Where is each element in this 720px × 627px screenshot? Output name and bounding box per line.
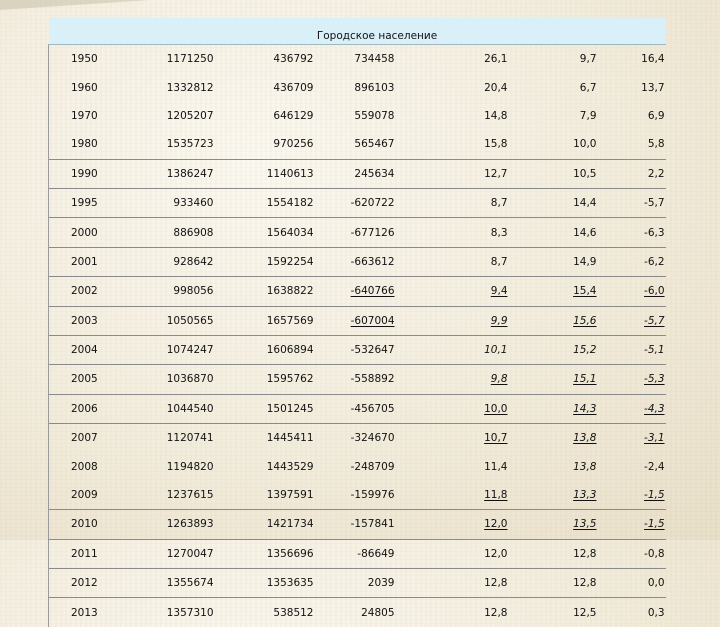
value-cell: 13,7	[641, 81, 665, 94]
value-cell: 8,3	[490, 226, 508, 239]
table-row	[49, 481, 666, 510]
value-cell: 1535723	[166, 138, 214, 151]
value-cell: 886908	[173, 226, 214, 239]
value-cell: -159976	[350, 489, 395, 502]
value-cell: 12,8	[573, 577, 597, 590]
value-cell: -1,5	[644, 518, 665, 531]
value-cell: -620722	[350, 197, 395, 210]
value-cell: -5,7	[644, 197, 665, 210]
table-row	[49, 598, 666, 627]
value-cell: -4,3	[644, 402, 665, 415]
value-cell: 13,3	[573, 489, 597, 502]
value-cell: 24805	[361, 606, 395, 619]
value-cell: 16,4	[641, 53, 665, 66]
value-cell: 14,6	[573, 226, 597, 239]
value-cell: 1194820	[166, 460, 214, 473]
table-row	[49, 45, 666, 74]
value-cell: 896103	[354, 81, 395, 94]
value-cell: 1657569	[266, 314, 314, 327]
year-cell: 1995	[49, 188, 135, 217]
year-cell: 2000	[49, 218, 135, 247]
value-cell: -2,4	[644, 460, 665, 473]
value-cell: 2039	[367, 577, 395, 590]
value-cell: 11,8	[484, 489, 508, 502]
value-cell: 436792	[273, 53, 314, 66]
value-cell: 7,9	[579, 109, 597, 122]
value-cell: 9,8	[490, 373, 508, 386]
year-cell: 2006	[49, 394, 135, 423]
header-title-text: Городское население	[316, 30, 438, 42]
value-cell: 1445411	[266, 432, 314, 445]
year-cell: 1960	[49, 73, 135, 101]
year-cell: 2001	[49, 247, 135, 276]
value-cell: -663612	[350, 255, 395, 268]
value-cell: 10,7	[484, 432, 508, 445]
table-row	[49, 247, 666, 276]
value-cell: 12,8	[573, 547, 597, 560]
year-cell: 2009	[49, 481, 135, 510]
value-cell: 1443529	[266, 460, 314, 473]
value-cell: 1356696	[266, 547, 314, 560]
table-row	[49, 159, 666, 188]
year-cell: 2011	[49, 539, 135, 568]
year-cell: 2003	[49, 306, 135, 335]
value-cell: 10,1	[484, 344, 508, 357]
value-cell: 998056	[173, 285, 214, 298]
table-row	[49, 102, 666, 130]
value-cell: 436709	[273, 81, 314, 94]
value-cell: -324670	[350, 432, 395, 445]
value-cell: 1595762	[266, 373, 314, 386]
value-cell: 1332812	[166, 81, 214, 94]
value-cell: 1237615	[166, 489, 214, 502]
value-cell: -677126	[350, 226, 395, 239]
value-cell: 26,1	[484, 53, 508, 66]
year-cell: 2013	[49, 598, 135, 627]
year-cell: 2004	[49, 335, 135, 364]
value-cell: 1120741	[166, 432, 214, 445]
value-cell: 1171250	[166, 53, 214, 66]
value-cell: 245634	[354, 167, 395, 180]
year-cell: 1990	[49, 159, 135, 188]
table-row	[49, 188, 666, 217]
value-cell: 1421734	[266, 518, 314, 531]
table-row	[49, 73, 666, 101]
value-cell: 13,8	[573, 460, 597, 473]
value-cell: 5,8	[647, 138, 665, 151]
year-cell: 1970	[49, 102, 135, 130]
value-cell: 559078	[354, 109, 395, 122]
year-cell: 1950	[49, 45, 135, 74]
value-cell: -157841	[350, 518, 395, 531]
value-cell: -532647	[350, 344, 395, 357]
table-row	[49, 365, 666, 394]
value-cell: -5,3	[644, 373, 665, 386]
value-cell: 1592254	[266, 255, 314, 268]
value-cell: 0,3	[647, 606, 665, 619]
value-cell: -456705	[350, 402, 395, 415]
value-cell: 12,0	[484, 547, 508, 560]
population-table	[48, 18, 666, 627]
value-cell: 9,4	[490, 285, 508, 298]
value-cell: 1606894	[266, 344, 314, 357]
population-table-container	[48, 18, 665, 627]
value-cell: -3,1	[644, 432, 665, 445]
value-cell: 20,4	[484, 81, 508, 94]
value-cell: 8,7	[490, 197, 508, 210]
table-row	[49, 306, 666, 335]
value-cell: 13,5	[573, 518, 597, 531]
value-cell: 1050565	[166, 314, 214, 327]
value-cell: -248709	[350, 460, 395, 473]
year-cell: 2008	[49, 452, 135, 480]
value-cell: 1263893	[166, 518, 214, 531]
value-cell: 10,0	[573, 138, 597, 151]
value-cell: 1355674	[166, 577, 214, 590]
value-cell: 734458	[354, 53, 395, 66]
value-cell: -5,7	[644, 314, 665, 327]
value-cell: 933460	[173, 197, 214, 210]
value-cell: 2,2	[647, 167, 665, 180]
year-cell: 2007	[49, 424, 135, 453]
table-row	[49, 510, 666, 539]
value-cell: 9,9	[490, 314, 508, 327]
value-cell: 565467	[354, 138, 395, 151]
value-cell: 12,5	[573, 606, 597, 619]
value-cell: 15,2	[573, 344, 597, 357]
value-cell: 10,5	[573, 167, 597, 180]
value-cell: 9,7	[579, 53, 597, 66]
value-cell: 15,1	[573, 373, 597, 386]
value-cell: 8,7	[490, 255, 508, 268]
value-cell: 6,9	[647, 109, 665, 122]
value-cell: 6,7	[579, 81, 597, 94]
value-cell: 14,4	[573, 197, 597, 210]
value-cell: -640766	[350, 285, 395, 298]
table-row	[49, 394, 666, 423]
value-cell: 1074247	[166, 344, 214, 357]
value-cell: -607004	[350, 314, 395, 327]
value-cell: 13,8	[573, 432, 597, 445]
value-cell: 1353635	[266, 577, 314, 590]
year-cell: 2002	[49, 277, 135, 306]
table-row	[49, 218, 666, 247]
table-body	[49, 45, 666, 627]
table-row	[49, 277, 666, 306]
table-header-row	[49, 18, 666, 45]
value-cell: 1501245	[266, 402, 314, 415]
value-cell: 1564034	[266, 226, 314, 239]
value-cell: 14,3	[573, 402, 597, 415]
value-cell: 15,4	[573, 285, 597, 298]
value-cell: 15,8	[484, 138, 508, 151]
value-cell: -0,8	[644, 547, 665, 560]
table-row	[49, 335, 666, 364]
value-cell: -5,1	[644, 344, 665, 357]
value-cell: 1036870	[166, 373, 214, 386]
value-cell: -6,3	[644, 226, 665, 239]
value-cell: 970256	[273, 138, 314, 151]
value-cell: 0,0	[647, 577, 665, 590]
table-row	[49, 130, 666, 159]
value-cell: 538512	[273, 606, 314, 619]
value-cell: 14,8	[484, 109, 508, 122]
value-cell: 12,0	[484, 518, 508, 531]
year-cell: 2005	[49, 365, 135, 394]
value-cell: 1357310	[166, 606, 214, 619]
value-cell: 12,8	[484, 577, 508, 590]
year-cell: 1980	[49, 130, 135, 159]
value-cell: 1397591	[266, 489, 314, 502]
value-cell: 12,8	[484, 606, 508, 619]
table-row	[49, 539, 666, 568]
table-row	[49, 424, 666, 453]
decorative-corner-band	[0, 0, 150, 10]
year-cell: 2012	[49, 569, 135, 598]
value-cell: 1638822	[266, 285, 314, 298]
value-cell: -558892	[350, 373, 395, 386]
year-cell: 2010	[49, 510, 135, 539]
value-cell: 1140613	[266, 167, 314, 180]
table-header-title	[49, 18, 666, 45]
value-cell: -86649	[357, 547, 395, 560]
table-row	[49, 569, 666, 598]
value-cell: 646129	[273, 109, 314, 122]
value-cell: -6,0	[644, 285, 665, 298]
value-cell: -6,2	[644, 255, 665, 268]
value-cell: 1205207	[166, 109, 214, 122]
table-row	[49, 452, 666, 480]
value-cell: 1270047	[166, 547, 214, 560]
value-cell: 15,6	[573, 314, 597, 327]
value-cell: 1386247	[166, 167, 214, 180]
value-cell: 14,9	[573, 255, 597, 268]
value-cell: 10,0	[484, 402, 508, 415]
value-cell: 12,7	[484, 167, 508, 180]
value-cell: 1554182	[266, 197, 314, 210]
value-cell: 11,4	[484, 460, 508, 473]
value-cell: -1,5	[644, 489, 665, 502]
value-cell: 928642	[173, 255, 214, 268]
value-cell: 1044540	[166, 402, 214, 415]
